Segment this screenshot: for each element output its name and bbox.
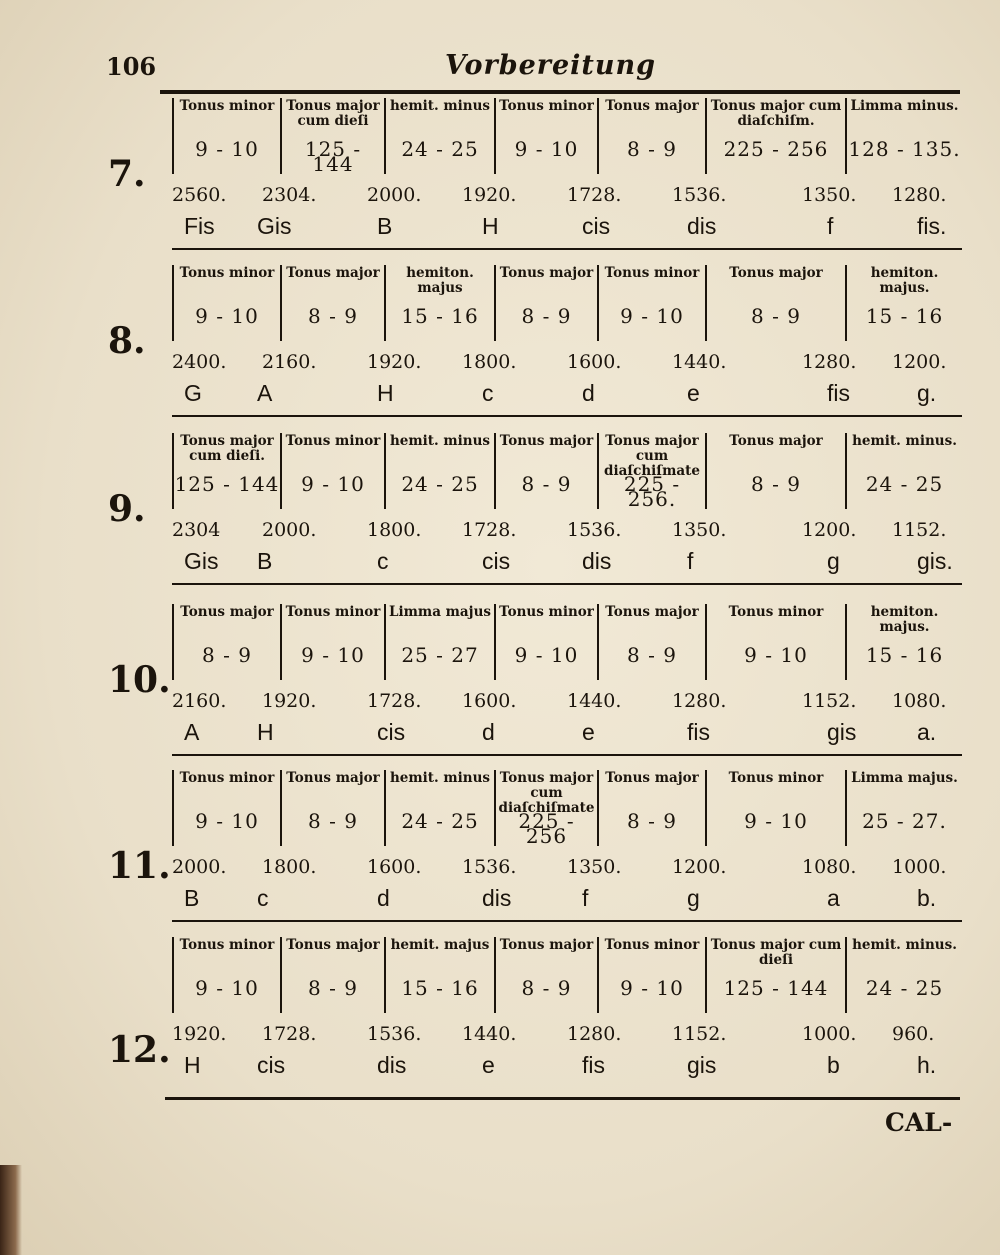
frequency-value: 1920. (262, 690, 317, 712)
interval-name: Tonus minor (179, 937, 275, 953)
note-row (172, 213, 962, 243)
interval-ratio: 25 - 27 (401, 643, 479, 667)
frequency-value: 1350. (567, 856, 622, 878)
interval-ratio: 8 - 9 (627, 809, 677, 833)
interval-name: Tonus major cum dieſi (286, 98, 380, 129)
interval-cell (384, 433, 494, 509)
interval-ratio: 8 - 9 (751, 304, 801, 328)
interval-cell (597, 265, 705, 341)
note-row (172, 380, 962, 410)
note-name: c (482, 380, 494, 406)
frequency-value: 2560. (172, 184, 227, 206)
interval-cell (172, 433, 280, 509)
note-name: cis (257, 1052, 286, 1078)
interval-ratio: 8 - 9 (627, 137, 677, 161)
scale-block (100, 770, 965, 925)
block-separator (172, 415, 962, 417)
interval-name: Tonus major (729, 433, 823, 449)
frequency-value: 1152. (672, 1023, 727, 1045)
interval-cell (705, 98, 845, 174)
interval-ratio: 15 - 16 (865, 304, 944, 328)
note-name: H (377, 380, 394, 406)
interval-ratio: 24 - 25 (401, 137, 479, 161)
frequency-value: 1200. (672, 856, 727, 878)
interval-cell (494, 98, 597, 174)
frequency-row (172, 1023, 962, 1047)
interval-name: Tonus minor (179, 770, 275, 786)
frequency-value: 1536. (672, 184, 727, 206)
frequency-value: 1800. (462, 351, 517, 373)
interval-cell (384, 265, 494, 341)
frequency-row (172, 519, 962, 543)
interval-name: Tonus major cum dieſi (710, 937, 842, 968)
interval-cell (172, 604, 280, 680)
interval-ratio: 9 - 10 (195, 976, 259, 1000)
interval-ratio: 9 - 10 (744, 809, 808, 833)
interval-ratio: 24 - 25 (865, 472, 944, 496)
note-name: d (582, 380, 595, 406)
interval-cell (705, 770, 845, 846)
interval-name: Tonus minor (285, 433, 381, 449)
frequency-value: 1536. (567, 519, 622, 541)
note-name: cis (377, 719, 406, 745)
block-separator (172, 583, 962, 585)
interval-cell (597, 937, 705, 1013)
block-number: 9. (108, 488, 146, 530)
interval-ratio: 8 - 9 (202, 643, 252, 667)
interval-ratio: 8 - 9 (751, 472, 801, 496)
note-name: g (827, 548, 840, 574)
note-name: b (827, 1052, 840, 1078)
catchword: CAL- (885, 1108, 953, 1137)
interval-name: Tonus major cum dieſi. (180, 433, 274, 464)
interval-name: Tonus minor (604, 937, 700, 953)
frequency-row (172, 690, 962, 714)
interval-name: Limma majus. (851, 770, 958, 786)
interval-name: Tonus major (499, 937, 594, 953)
interval-row (172, 937, 962, 1013)
block-separator (172, 248, 962, 250)
block-number: 7. (108, 153, 146, 195)
note-name: f (687, 548, 694, 574)
interval-name: Tonus major cum diaſchiſmate (604, 433, 700, 479)
note-row (172, 885, 962, 915)
interval-name: Tonus minor (285, 604, 381, 620)
interval-name: Tonus major (605, 604, 699, 620)
interval-ratio: 225 - 256 (723, 137, 829, 161)
note-row (172, 719, 962, 749)
interval-row (172, 265, 962, 341)
frequency-value: 1440. (567, 690, 622, 712)
interval-cell (172, 937, 280, 1013)
interval-cell (384, 770, 494, 846)
interval-name: hemit. minus (389, 433, 491, 449)
note-name: fis (827, 380, 850, 406)
interval-cell (597, 770, 705, 846)
interval-name: Tonus minor (728, 770, 824, 786)
interval-name: Tonus major cum diaſchiſmate (498, 770, 595, 816)
interval-ratio: 9 - 10 (195, 304, 259, 328)
note-name: H (257, 719, 274, 745)
note-name: B (184, 885, 200, 911)
interval-cell (280, 433, 384, 509)
interval-ratio: 9 - 10 (514, 643, 579, 667)
interval-name: Tonus minor (499, 98, 594, 114)
interval-ratio: 15 - 16 (865, 643, 944, 667)
interval-name: Tonus major (729, 265, 823, 281)
interval-ratio: 225 - 256 (518, 809, 575, 846)
interval-name: Limma majus (389, 604, 491, 620)
frequency-value: 1152. (892, 519, 947, 541)
frequency-row (172, 184, 962, 208)
scale-block (100, 937, 965, 1092)
interval-cell (384, 937, 494, 1013)
interval-name: Tonus minor (179, 265, 275, 281)
interval-cell (280, 937, 384, 1013)
interval-ratio: 24 - 25 (865, 976, 944, 1000)
note-name: e (482, 1052, 495, 1078)
frequency-value: 1600. (367, 856, 422, 878)
frequency-value: 1440. (462, 1023, 517, 1045)
interval-row (172, 604, 962, 680)
block-number: 10. (108, 659, 171, 701)
frequency-value: 1536. (367, 1023, 422, 1045)
interval-ratio: 9 - 10 (620, 976, 684, 1000)
frequency-value: 1920. (462, 184, 517, 206)
interval-row (172, 98, 962, 174)
note-name: h. (917, 1052, 937, 1078)
frequency-value: 2304 (172, 519, 221, 541)
interval-name: Tonus minor (179, 98, 275, 114)
note-name: A (184, 719, 200, 745)
interval-cell (172, 265, 280, 341)
interval-name: Tonus major cum diaſchiſm. (710, 98, 842, 129)
frequency-value: 1350. (672, 519, 727, 541)
interval-ratio: 8 - 9 (521, 976, 572, 1000)
note-name: dis (377, 1052, 407, 1078)
interval-ratio: 125 - 144 (304, 137, 362, 174)
interval-ratio: 15 - 16 (401, 976, 479, 1000)
interval-ratio: 8 - 9 (308, 976, 358, 1000)
interval-ratio: 24 - 25 (401, 472, 479, 496)
frequency-value: 1728. (462, 519, 517, 541)
frequency-value: 1080. (802, 856, 857, 878)
interval-ratio: 8 - 9 (308, 809, 358, 833)
note-name: dis (687, 213, 717, 239)
interval-name: Tonus minor (499, 604, 594, 620)
frequency-value: 2000. (262, 519, 317, 541)
note-name: H (482, 213, 499, 239)
note-name: dis (482, 885, 512, 911)
block-number: 8. (108, 320, 146, 362)
interval-cell (597, 433, 705, 509)
running-head: Vorbereitung (445, 50, 657, 81)
note-name: f (827, 213, 834, 239)
interval-name: hemit. minus. (852, 433, 957, 449)
note-name: g. (917, 380, 937, 406)
frequency-value: 960. (892, 1023, 935, 1045)
frequency-value: 1280. (672, 690, 727, 712)
frequency-value: 1280. (802, 351, 857, 373)
interval-name: hemiton. majus (406, 265, 474, 296)
note-name: cis (582, 213, 611, 239)
frequency-value: 1920. (367, 351, 422, 373)
note-name: A (257, 380, 273, 406)
interval-cell (705, 937, 845, 1013)
interval-name: Tonus minor (728, 604, 824, 620)
interval-cell (705, 265, 845, 341)
interval-ratio: 9 - 10 (620, 304, 684, 328)
interval-ratio: 8 - 9 (627, 643, 677, 667)
interval-name: hemiton. majus. (870, 604, 939, 635)
frequency-value: 1350. (802, 184, 857, 206)
interval-ratio: 125 - 144 (723, 976, 829, 1000)
note-name: fis (687, 719, 710, 745)
interval-cell (384, 98, 494, 174)
scale-block (100, 265, 965, 420)
interval-ratio: 128 - 135. (848, 137, 961, 161)
interval-row (172, 770, 962, 846)
frequency-value: 2304. (262, 184, 317, 206)
frequency-value: 1280. (892, 184, 947, 206)
note-name: f (582, 885, 589, 911)
interval-name: Tonus minor (604, 265, 700, 281)
interval-name: Tonus major (605, 98, 699, 114)
note-name: dis (582, 548, 612, 574)
interval-cell (705, 433, 845, 509)
note-name: e (687, 380, 700, 406)
note-name: Gis (184, 548, 219, 574)
frequency-value: 1000. (892, 856, 947, 878)
interval-cell (494, 265, 597, 341)
scale-block (100, 433, 965, 588)
note-name: a. (917, 719, 937, 745)
interval-cell (494, 937, 597, 1013)
interval-cell (280, 98, 384, 174)
note-name: H (184, 1052, 201, 1078)
note-name: B (257, 548, 273, 574)
frequency-value: 2400. (172, 351, 227, 373)
interval-cell (280, 770, 384, 846)
note-name: d (482, 719, 495, 745)
frequency-value: 1200. (802, 519, 857, 541)
interval-name: Tonus major (286, 770, 380, 786)
interval-name: Tonus major (605, 770, 699, 786)
frequency-value: 1600. (462, 690, 517, 712)
interval-cell (845, 433, 962, 509)
frequency-value: 1728. (262, 1023, 317, 1045)
frequency-value: 1080. (892, 690, 947, 712)
interval-cell (494, 770, 597, 846)
note-name: gis. (917, 548, 953, 574)
frequency-value: 1800. (262, 856, 317, 878)
scale-block (100, 604, 965, 759)
frequency-value: 2160. (172, 690, 227, 712)
note-name: g (687, 885, 700, 911)
note-name: b. (917, 885, 937, 911)
note-row (172, 1052, 962, 1082)
interval-ratio: 15 - 16 (401, 304, 479, 328)
note-name: cis (482, 548, 511, 574)
note-name: B (377, 213, 393, 239)
frequency-value: 1152. (802, 690, 857, 712)
note-name: Gis (257, 213, 292, 239)
interval-cell (172, 98, 280, 174)
interval-ratio: 8 - 9 (308, 304, 358, 328)
interval-ratio: 9 - 10 (195, 137, 259, 161)
frequency-value: 1280. (567, 1023, 622, 1045)
frequency-value: 1920. (172, 1023, 227, 1045)
block-separator (172, 754, 962, 756)
note-name: a (827, 885, 840, 911)
frequency-value: 1200. (892, 351, 947, 373)
interval-ratio: 9 - 10 (514, 137, 579, 161)
frequency-row (172, 856, 962, 880)
interval-cell (845, 604, 962, 680)
frequency-value: 1600. (567, 351, 622, 373)
frequency-value: 1800. (367, 519, 422, 541)
interval-row (172, 433, 962, 509)
block-number: 11. (108, 845, 171, 887)
block-separator (172, 920, 962, 922)
note-name: c (257, 885, 269, 911)
scale-block (100, 98, 965, 253)
note-row (172, 548, 962, 578)
interval-cell (597, 604, 705, 680)
interval-name: hemit. minus. (852, 937, 957, 953)
interval-ratio: 9 - 10 (744, 643, 808, 667)
interval-name: Tonus major (499, 433, 594, 449)
interval-name: hemit. minus (389, 770, 491, 786)
frequency-value: 2000. (172, 856, 227, 878)
interval-ratio: 9 - 10 (301, 472, 365, 496)
frequency-value: 1440. (672, 351, 727, 373)
interval-ratio: 125 - 144 (174, 472, 280, 496)
interval-ratio: 25 - 27. (862, 809, 947, 833)
interval-name: Tonus major (286, 265, 380, 281)
note-name: G (184, 380, 202, 406)
interval-name: hemit. minus (389, 98, 491, 114)
interval-cell (705, 604, 845, 680)
interval-name: Tonus major (180, 604, 274, 620)
interval-name: Limma minus. (850, 98, 959, 114)
interval-ratio: 24 - 25 (401, 809, 479, 833)
interval-cell (384, 604, 494, 680)
interval-cell (845, 937, 962, 1013)
interval-ratio: 8 - 9 (521, 304, 572, 328)
interval-name: Tonus major (499, 265, 594, 281)
interval-cell (845, 265, 962, 341)
note-name: e (582, 719, 595, 745)
block-number: 12. (108, 1029, 171, 1071)
note-name: fis (582, 1052, 605, 1078)
note-name: gis (687, 1052, 717, 1078)
frequency-value: 1000. (802, 1023, 857, 1045)
interval-ratio: 225 - 256. (623, 472, 681, 509)
interval-cell (280, 604, 384, 680)
interval-name: hemit. majus (390, 937, 490, 953)
interval-cell (280, 265, 384, 341)
frequency-value: 1728. (567, 184, 622, 206)
page-header (100, 50, 960, 90)
interval-cell (172, 770, 280, 846)
frequency-row (172, 351, 962, 375)
frequency-value: 2000. (367, 184, 422, 206)
frequency-value: 1728. (367, 690, 422, 712)
interval-ratio: 9 - 10 (195, 809, 259, 833)
frequency-value: 2160. (262, 351, 317, 373)
page-number: 106 (106, 52, 157, 81)
interval-cell (494, 433, 597, 509)
frequency-value: 1536. (462, 856, 517, 878)
interval-cell (845, 770, 962, 846)
interval-cell (494, 604, 597, 680)
interval-ratio: 8 - 9 (521, 472, 572, 496)
interval-name: Tonus major (286, 937, 380, 953)
interval-cell (845, 98, 962, 174)
note-name: c (377, 548, 389, 574)
note-name: d (377, 885, 390, 911)
top-rule (160, 90, 960, 94)
note-name: fis. (917, 213, 947, 239)
note-name: Fis (184, 213, 215, 239)
bottom-rule (165, 1097, 960, 1100)
note-name: gis (827, 719, 857, 745)
page-edge-stain (0, 1165, 22, 1255)
interval-ratio: 9 - 10 (301, 643, 365, 667)
interval-cell (597, 98, 705, 174)
interval-name: hemiton. majus. (870, 265, 939, 296)
